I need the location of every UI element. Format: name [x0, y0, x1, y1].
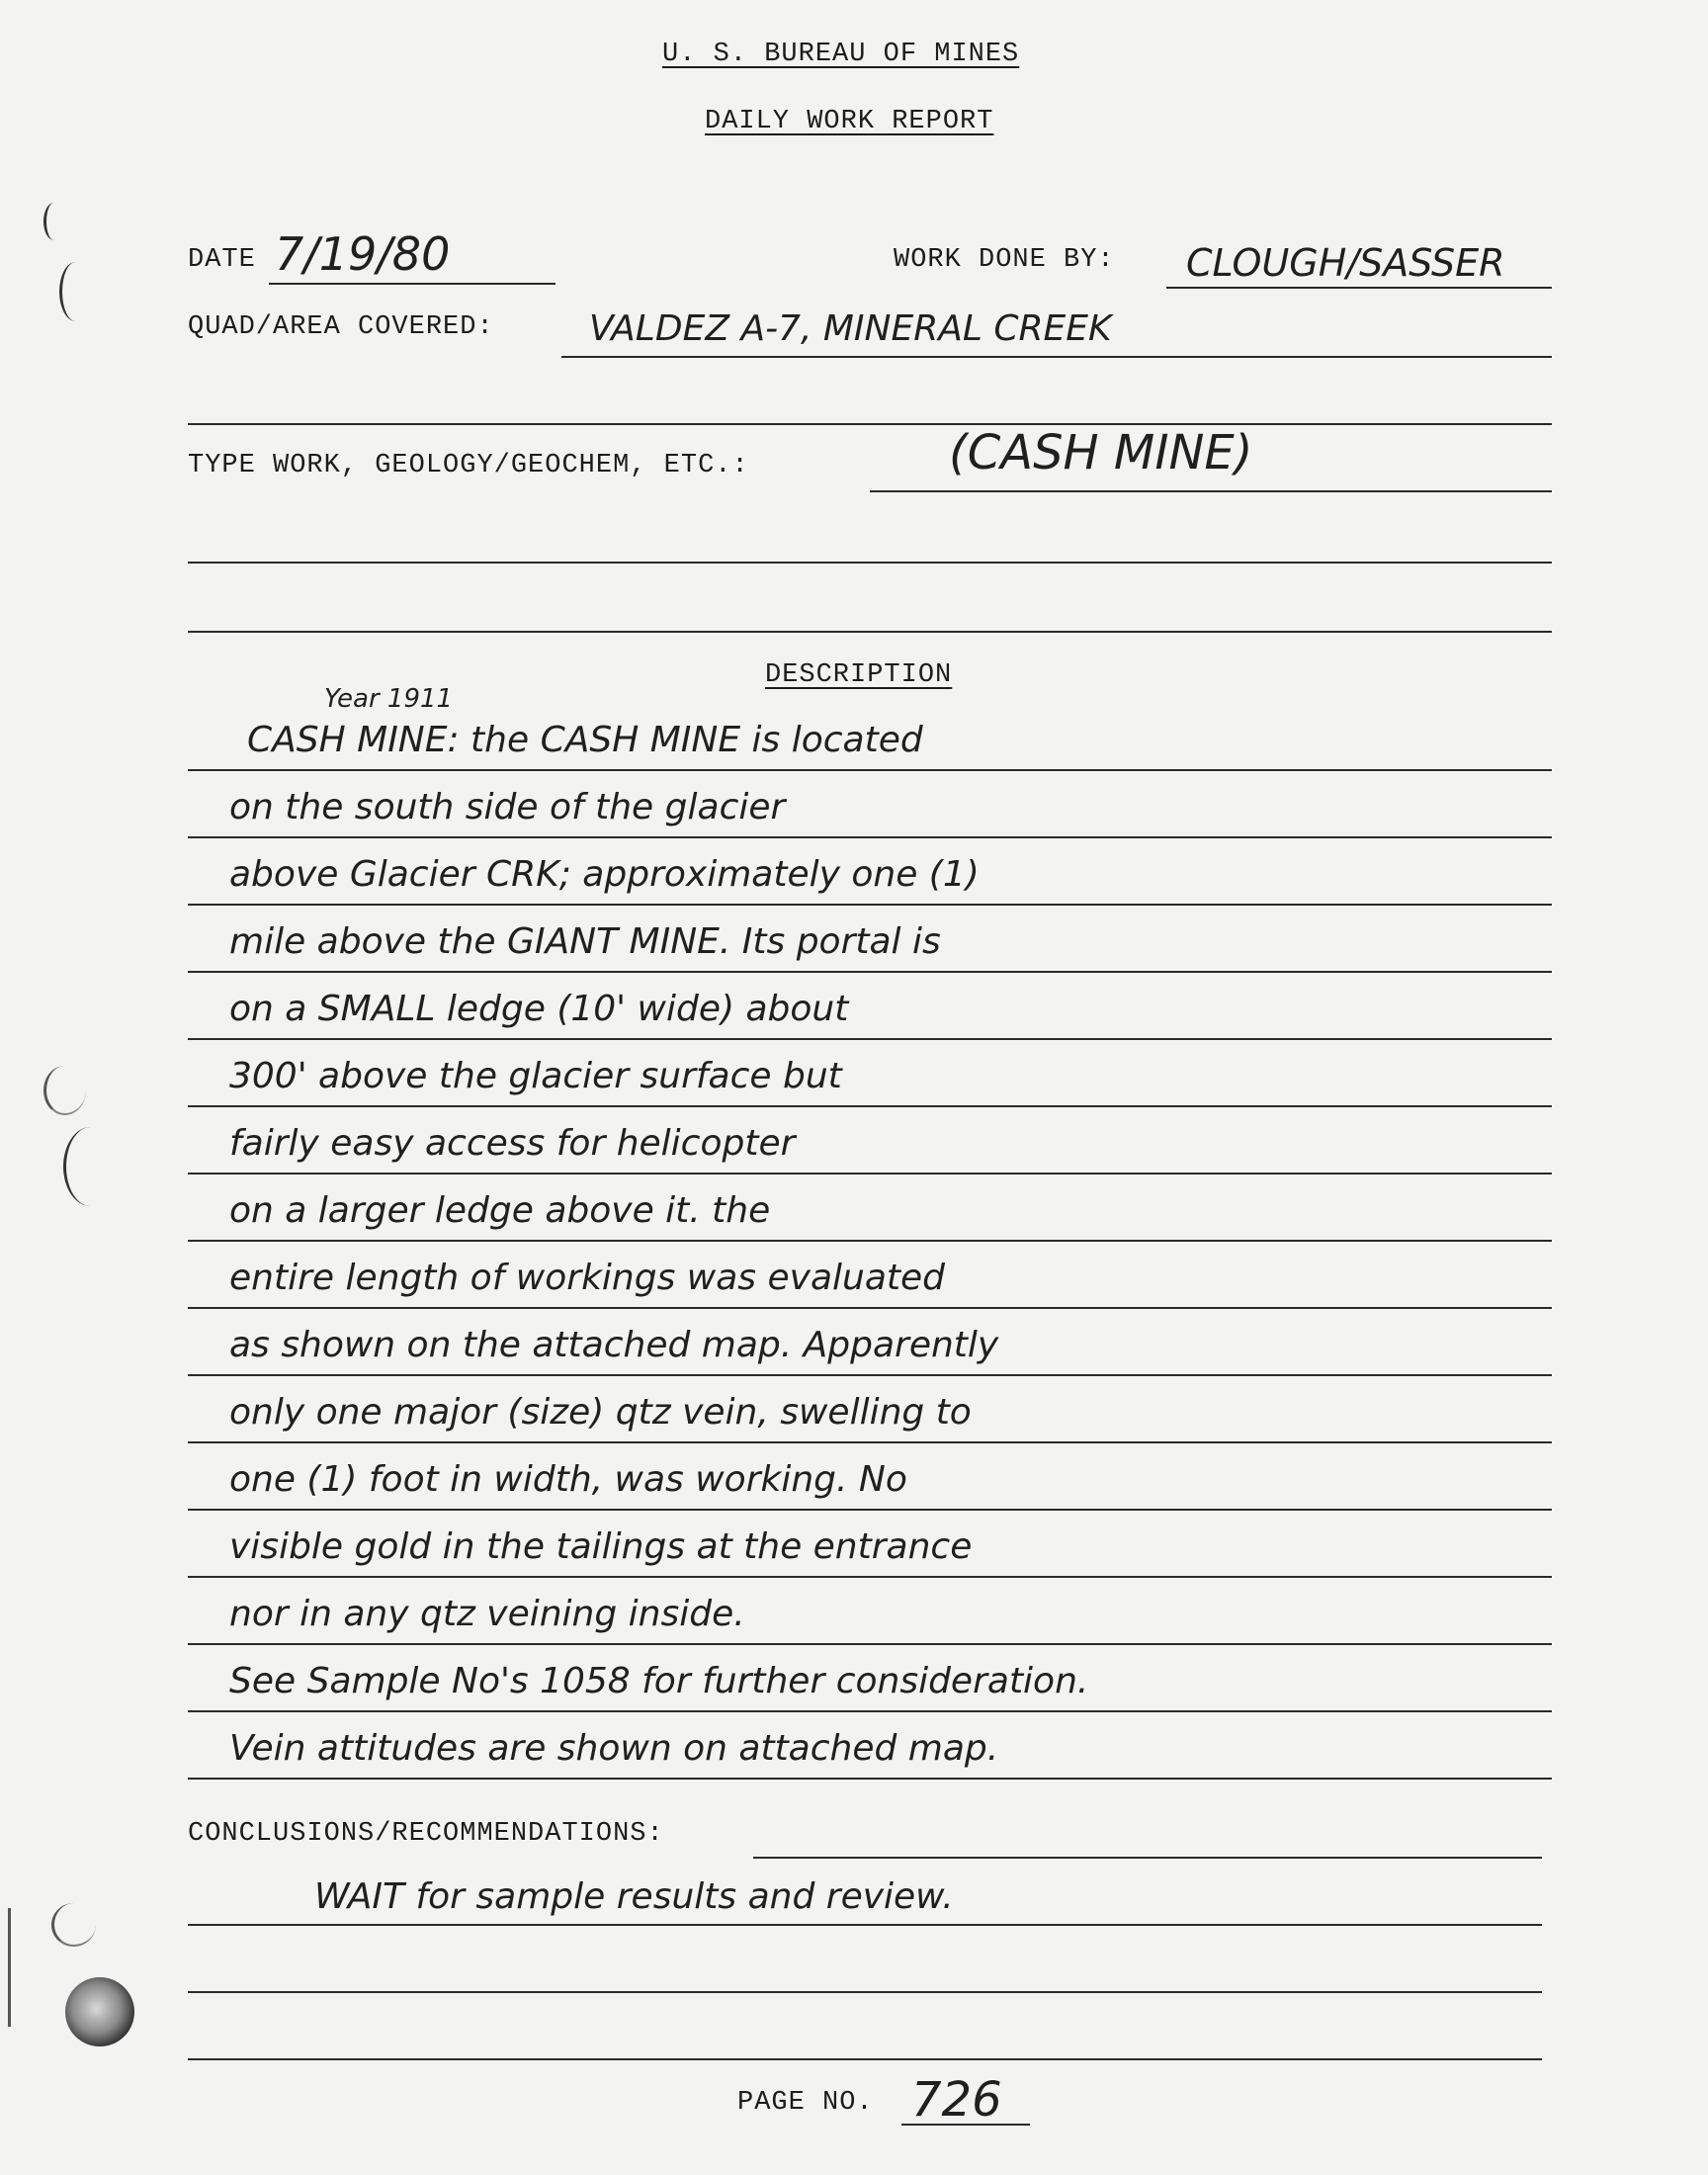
description-rule: [188, 1374, 1552, 1376]
date-value: 7/19/80: [275, 227, 451, 281]
description-line: on a SMALL ledge (10' wide) about: [229, 989, 849, 1029]
binder-hole-5: [51, 1903, 96, 1947]
agency-title: U. S. BUREAU OF MINES: [662, 40, 1020, 69]
description-rule: [188, 1509, 1552, 1511]
conclusions-line: [753, 1857, 1542, 1859]
work-done-by-value: CLOUGH/SASSER: [1186, 241, 1505, 285]
description-rule: [188, 1710, 1552, 1712]
quad-label: QUAD/AREA COVERED:: [188, 312, 494, 342]
description-rule: [188, 1576, 1552, 1578]
date-label: DATE: [188, 245, 256, 275]
description-rule: [188, 1778, 1552, 1780]
binder-hole-1: [43, 203, 64, 240]
binder-hole-3: [43, 1066, 86, 1115]
form-title: DAILY WORK REPORT: [705, 107, 994, 136]
type-work-value: (CASH MINE): [949, 425, 1253, 480]
description-rule: [188, 971, 1552, 973]
description-line: visible gold in the tailings at the entrance: [229, 1526, 973, 1567]
conclusions-line-4: [188, 2058, 1542, 2060]
description-line: CASH MINE: the CASH MINE is located: [247, 720, 923, 760]
conclusions-line-3: [188, 1991, 1542, 1993]
type-work-line-3: [188, 631, 1552, 633]
description-rule: [188, 1173, 1552, 1174]
page-no-value: 726: [911, 2072, 1002, 2128]
type-work-line: [870, 490, 1552, 492]
description-line: on a larger ledge above it. the: [229, 1190, 771, 1231]
description-rule: [188, 1105, 1552, 1107]
binder-hole-2: [59, 262, 92, 321]
description-rule: [188, 1441, 1552, 1443]
type-work-label: TYPE WORK, GEOLOGY/GEOCHEM, ETC.:: [188, 451, 749, 480]
description-heading: DESCRIPTION: [765, 660, 953, 690]
description-rule: [188, 836, 1552, 838]
description-line: only one major (size) qtz vein, swelling to: [229, 1392, 972, 1433]
description-line: above Glacier CRK; approximately one (1): [229, 854, 980, 895]
date-line: [269, 283, 555, 285]
quad-value: VALDEZ A-7, MINERAL CREEK: [589, 308, 1112, 349]
description-line: one (1) foot in width, was working. No: [229, 1459, 907, 1500]
page-no-label: PAGE NO.: [737, 2088, 874, 2118]
description-line: fairly easy access for helicopter: [229, 1123, 796, 1164]
quad-line-2: [188, 423, 1552, 425]
description-rule: [188, 904, 1552, 906]
description-line: nor in any qtz veining inside.: [229, 1594, 745, 1634]
description-line: See Sample No's 1058 for further consideration.: [229, 1661, 1089, 1701]
description-line: as shown on the attached map. Apparently: [229, 1325, 999, 1365]
binder-edge-mark: [8, 1908, 11, 2027]
conclusions-label: CONCLUSIONS/RECOMMENDATIONS:: [188, 1819, 664, 1849]
description-line: entire length of workings was evaluated: [229, 1258, 946, 1298]
quad-line: [561, 356, 1552, 358]
description-line: Vein attitudes are shown on attached map.: [229, 1728, 999, 1769]
description-rule: [188, 1038, 1552, 1040]
binder-hole-4: [63, 1127, 118, 1206]
description-line: 300' above the glacier surface but: [229, 1056, 842, 1096]
description-rule: [188, 1307, 1552, 1309]
description-line: mile above the GIANT MINE. Its portal is: [229, 921, 941, 962]
conclusions-line-2: [188, 1924, 1542, 1926]
binder-hole-6: [65, 1977, 134, 2046]
work-done-by-line: [1166, 287, 1552, 289]
description-annotation: Year 1911: [324, 684, 454, 714]
type-work-line-2: [188, 562, 1552, 564]
description-rule: [188, 769, 1552, 771]
description-rule: [188, 1240, 1552, 1242]
conclusions-text: WAIT for sample results and review.: [314, 1876, 954, 1917]
description-line: on the south side of the glacier: [229, 787, 786, 827]
description-rule: [188, 1643, 1552, 1645]
work-done-by-label: WORK DONE BY:: [894, 245, 1115, 275]
